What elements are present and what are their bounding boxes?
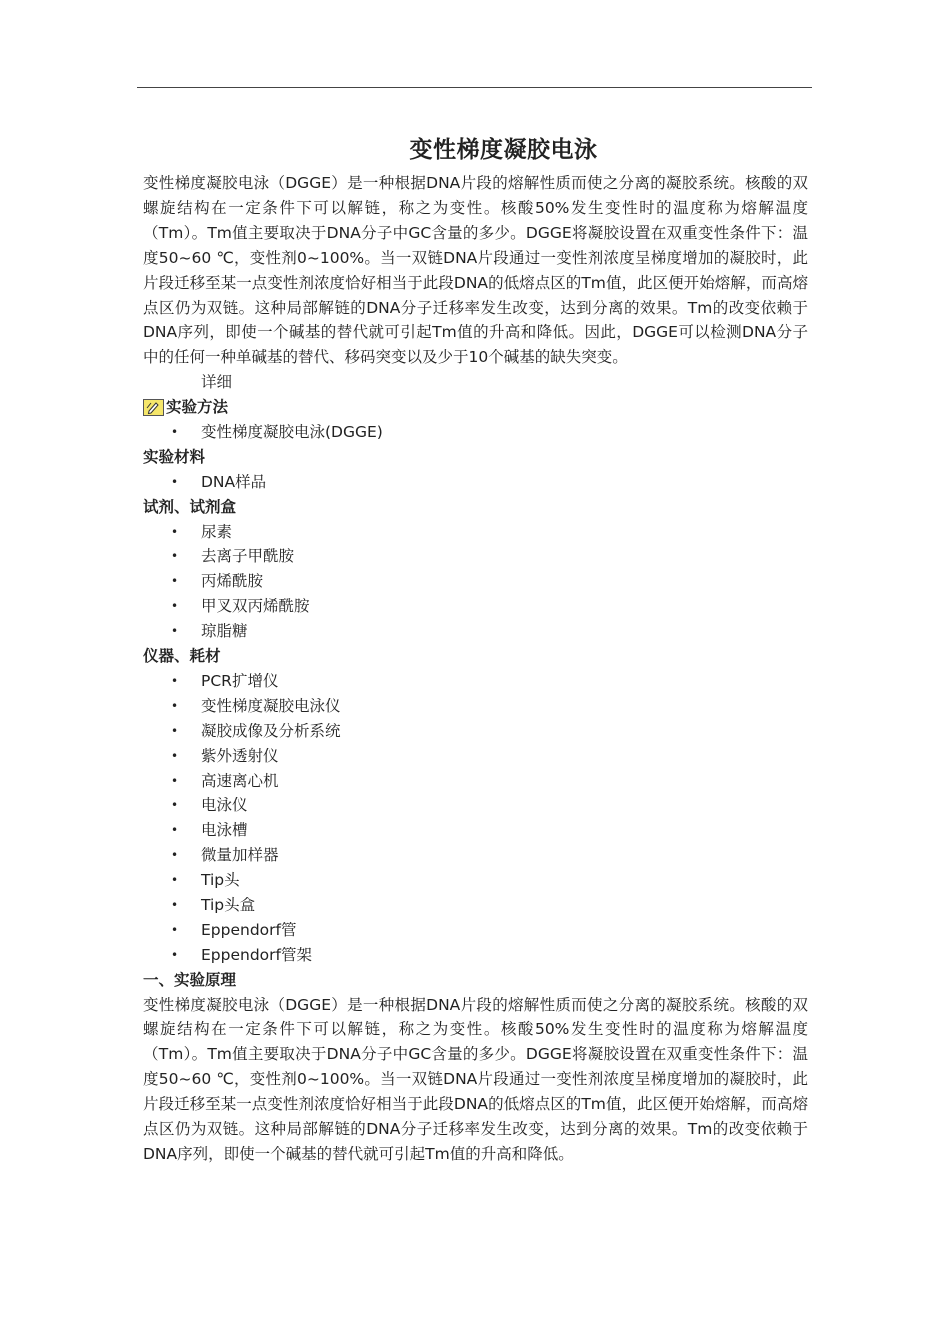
principle-heading: 一、实验原理 [143,970,237,989]
list-item: • 去离子甲酰胺 [171,547,295,566]
list-item: • Eppendorf管 [171,920,297,939]
instruments-heading: 仪器、耗材 [143,647,221,666]
list-item: • 甲叉双丙烯酰胺 [171,597,310,616]
list-item: • 变性梯度凝胶电泳仪 [171,696,341,715]
note-pencil-icon [143,399,164,416]
principle-paragraph: 变性梯度凝胶电泳（DGGE）是一种根据DNA片段的熔解性质而使之分离的凝胶系统。核酸的双螺旋结构在一定条件下可以解链，称之为变性。核酸50%发生变性时的温度称为熔解温度（Tm）。Tm值主要取决于DNA分子中GC含量的多少。DGGE将凝胶设置在双重变性条件下：温度50~60 ℃，变性剂0~100%。当一双链DNA片段通过一变性剂浓度呈梯度增加的凝胶时，此片段迁移至某一点变性剂浓度恰好相当于此段DNA的低熔点区的Tm值，此区便开始熔解，而高熔点区仍为双链。这种局部解链的DNA分子迁移率发生改变，达到分离的效果。Tm的改变依赖于DNA序列，即使一个碱基的替代就可引起Tm值的升高和降低。 [143,995,808,1163]
materials-list [143,470,808,495]
document-body [143,133,808,1167]
method-list [143,420,808,445]
list-item: • 丙烯酰胺 [171,572,264,591]
list-item: • Tip头盒 [171,895,256,914]
materials-heading: 实验材料 [143,447,206,466]
method-heading [143,395,808,420]
instruments-list [143,669,808,968]
header-rule [137,87,812,88]
list-item: • 电泳仪 [171,796,248,815]
intro-paragraph: 变性梯度凝胶电泳（DGGE）是一种根据DNA片段的熔解性质而使之分离的凝胶系统。核酸的双螺旋结构在一定条件下可以解链，称之为变性。核酸50%发生变性时的温度称为熔解温度（Tm）。Tm值主要取决于DNA分子中GC含量的多少。DGGE将凝胶设置在双重变性条件下：温度50~60 ℃，变性剂0~100%。当一双链DNA片段通过一变性剂浓度呈梯度增加的凝胶时，此片段迁移至某一点变性剂浓度恰好相当于此段DNA的低熔点区的Tm值，此区便开始熔解，而高熔点区仍为双链。这种局部解链的DNA分子迁移率发生改变，达到分离的效果。Tm的改变依赖于DNA序列，即使一个碱基的替代就可引起Tm值的升高和降低。因此，DGGE可以检测DNA分子中的任何一种单碱基的替代、移码突变以及少于10个碱基的缺失突变。 [143,174,808,367]
reagents-list [143,520,808,644]
reagents-heading: 试剂、试剂盒 [143,497,237,516]
list-item: • 凝胶成像及分析系统 [171,721,341,740]
list-item: • Tip头 [171,871,240,890]
list-item: • 紫外透射仪 [171,746,279,765]
list-item: • DNA样品 [171,472,267,491]
list-item: • 高速离心机 [171,771,279,790]
list-item: • Eppendorf管架 [171,945,312,964]
list-item: • 尿素 [171,522,233,541]
list-item: • 电泳槽 [171,821,248,840]
list-item: • 琼脂糖 [171,622,248,641]
detail-link[interactable]: 详细 [201,373,233,392]
page-title: 变性梯度凝胶电泳 [409,137,598,163]
list-item: • PCR扩增仪 [171,671,279,690]
method-heading-label: 实验方法 [166,398,229,417]
list-item: • 微量加样器 [171,846,279,865]
list-item: • 变性梯度凝胶电泳(DGGE) [171,423,383,442]
